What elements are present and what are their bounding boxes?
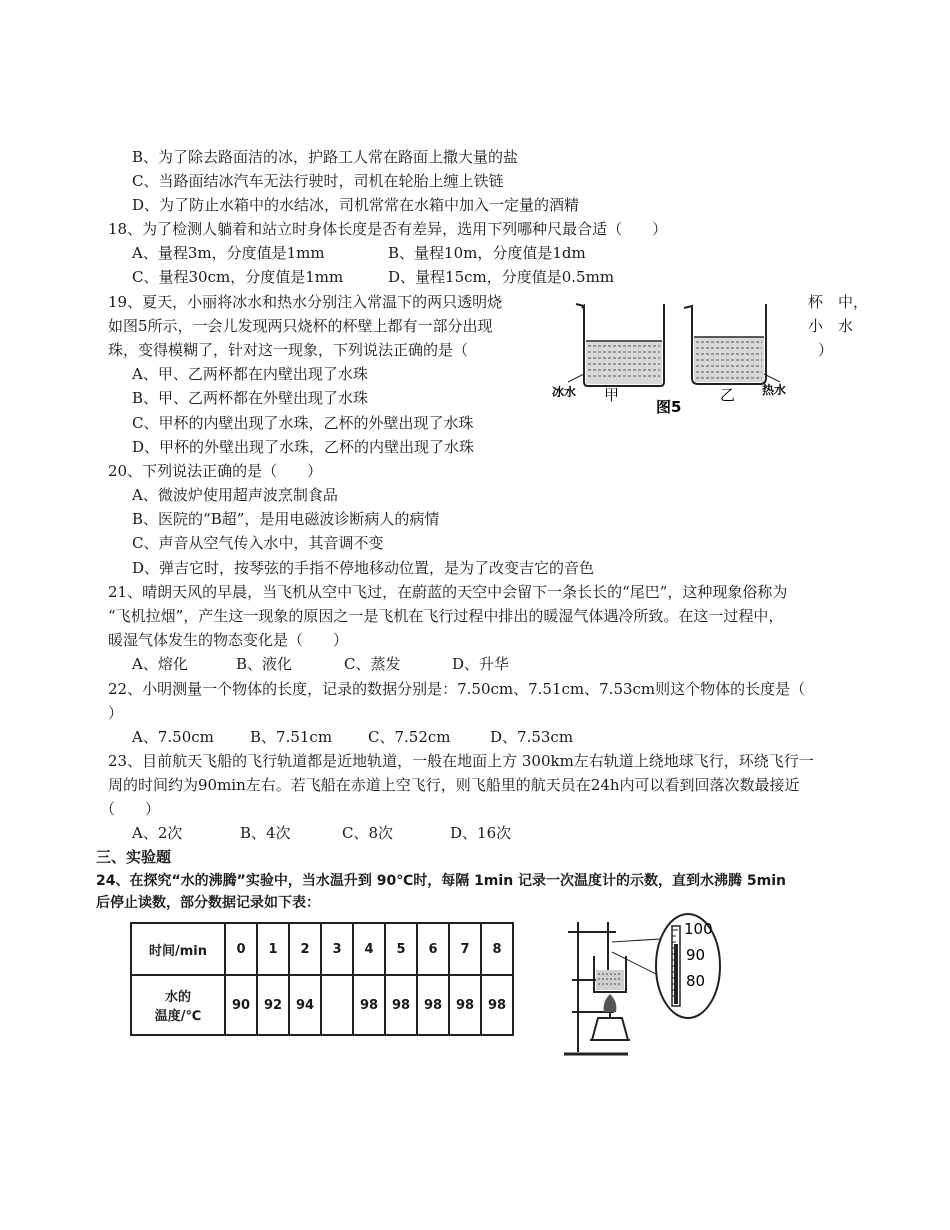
q21-line-1: 21、晴朗天风的早晨，当飞机从空中飞过，在蔚蓝的天空中会留下一条长长的“尾巴”，这种现象俗称为 (108, 583, 788, 601)
table-cell: 8 (481, 923, 513, 975)
table-cell: 1 (257, 923, 289, 975)
table-cell: 0 (225, 923, 257, 975)
q18-option-b: B、量程10m，分度值是1dm (388, 244, 586, 262)
q23-line-1: 23、目前航天飞船的飞行轨道都是近地轨道，一般在地面上方 300km左右轨道上绕地球飞行，环绕飞行一 (108, 752, 814, 770)
q24-line-2: 后停止读数，部分数据记录如下表： (96, 895, 320, 911)
figure-5-caption: 图5 (656, 398, 682, 416)
q17-option-b: B、为了除去路面洁的冰，护路工人常在路面上撒大量的盐 (132, 148, 519, 166)
q21-option-a: A、熔化 (132, 655, 188, 673)
q22-option-b: B、7.51cm (250, 728, 333, 746)
q18-option-d: D、量程15cm，分度值是0.5mm (388, 268, 615, 286)
table-header-temperature-line-1: 水的 (164, 990, 191, 1005)
q22-line-2: ） (108, 704, 124, 722)
q18-stem: 18、为了检测人躺着和站立时身体长度是否有差异，选用下列哪种尺最合适（ ） (108, 220, 668, 238)
table-header-temperature (131, 975, 225, 1035)
label-yi: 乙 (720, 386, 736, 404)
table-row-time (131, 923, 513, 975)
table-cell: 3 (321, 923, 353, 975)
table-cell: 2 (289, 923, 321, 975)
table-cell: 92 (257, 975, 289, 1035)
q18-option-a: A、量程3m，分度值是1mm (132, 244, 325, 262)
table-cell: 4 (353, 923, 385, 975)
q22-option-c: C、7.52cm (368, 728, 451, 746)
table-header-temperature-line-2: 温度/℃ (154, 1009, 202, 1024)
table-row-temperature (131, 975, 513, 1035)
section-heading-experiments: 三、实验题 (96, 848, 172, 866)
scale-80: 80 (686, 972, 706, 990)
table-cell: 6 (417, 923, 449, 975)
q19-option-d: D、甲杯的外壁出现了水珠，乙杯的内壁出现了水珠 (132, 438, 475, 456)
q19-line-1-end: 杯 中， (808, 293, 869, 311)
q23-line-3: （ ） (100, 800, 161, 818)
q21-option-b: B、液化 (236, 655, 293, 673)
q19-option-a: A、甲、乙两杯都在内壁出现了水珠 (132, 365, 368, 383)
q19-line-3-end: ） (818, 341, 834, 359)
table-cell: 5 (385, 923, 417, 975)
boiling-apparatus-figure (558, 912, 728, 1062)
q23-option-c: C、8次 (342, 824, 394, 842)
table-cell (321, 975, 353, 1035)
q23-line-2: 周的时间约为90min左右。若飞船在赤道上空飞行，则飞船里的航天员在24h内可以看到回落次数最接近 (108, 776, 800, 794)
q23-option-a: A、2次 (132, 824, 183, 842)
table-cell: 90 (225, 975, 257, 1035)
table-cell: 98 (353, 975, 385, 1035)
q17-option-d: D、为了防止水箱中的水结冰，司机常常在水箱中加入一定量的酒精 (132, 196, 580, 214)
table-header-time: 时间/min (131, 923, 225, 975)
scale-100: 100 (684, 920, 713, 938)
thermometer-magnified-view (656, 914, 720, 1018)
q20-option-b: B、医院的“B超”，是用电磁波诊断病人的病情 (132, 510, 440, 528)
table-cell: 98 (417, 975, 449, 1035)
q19-option-b: B、甲、乙两杯都在外壁出现了水珠 (132, 389, 369, 407)
q19-line-3: 珠，变得模糊了，针对这一现象，下列说法正确的是（ (108, 341, 469, 359)
table-cell: 98 (449, 975, 481, 1035)
q21-option-d: D、升华 (452, 655, 510, 673)
figure-5-beakers (548, 290, 808, 420)
scale-90: 90 (686, 946, 706, 964)
q24-data-table (130, 922, 514, 1036)
q19-line-1: 19、夏天，小丽将冰水和热水分别注入常温下的两只透明烧 (108, 293, 503, 311)
label-jia: 甲 (604, 386, 620, 404)
q21-option-c: C、蒸发 (344, 655, 401, 673)
table-cell: 98 (385, 975, 417, 1035)
label-hot-water: 热水 (762, 383, 787, 397)
alcohol-lamp (590, 994, 630, 1040)
q20-option-c: C、声音从空气传入水中，其音调不变 (132, 534, 384, 552)
q22-option-d: D、7.53cm (490, 728, 574, 746)
q19-line-2: 如图5所示，一会儿发现两只烧杯的杯壁上都有一部分出现 (108, 317, 493, 335)
beaker-yi (684, 304, 780, 384)
q22-option-a: A、7.50cm (132, 728, 214, 746)
q20-option-d: D、弹吉它时，按琴弦的手指不停地移动位置，是为了改变吉它的音色 (132, 559, 595, 577)
q21-line-2: “飞机拉烟”，产生这一现象的原因之一是飞机在飞行过程中排出的暖湿气体遇冷所致。在这一过程中， (108, 607, 784, 625)
q24-line-1: 24、在探究“水的沸腾”实验中，当水温升到 90℃时，每隔 1min 记录一次温度计的示数，直到水沸腾 5min (96, 873, 787, 889)
table-cell: 94 (289, 975, 321, 1035)
q23-option-b: B、4次 (240, 824, 291, 842)
q23-option-d: D、16次 (450, 824, 512, 842)
table-cell: 7 (449, 923, 481, 975)
q20-stem: 20、下列说法正确的是（ ） (108, 462, 323, 480)
q20-option-a: A、微波炉使用超声波烹制食品 (132, 486, 338, 504)
q17-option-c: C、当路面结冰汽车无法行驶时，司机在轮胎上缠上铁链 (132, 172, 504, 190)
q22-line-1: 22、小明测量一个物体的长度，记录的数据分别是：7.50cm、7.51cm、7.53cm则这个物体的长度是（ (108, 680, 806, 698)
q18-option-c: C、量程30cm，分度值是1mm (132, 268, 344, 286)
q21-line-3: 暖湿气体发生的物态变化是（ ） (108, 631, 349, 649)
q19-option-c: C、甲杯的内壁出现了水珠，乙杯的外壁出现了水珠 (132, 414, 474, 432)
label-ice-water: 冰水 (552, 385, 577, 399)
table-cell: 98 (481, 975, 513, 1035)
beaker (594, 956, 626, 992)
beaker-jia (568, 304, 664, 386)
q19-line-2-end: 小 水 (808, 317, 854, 335)
